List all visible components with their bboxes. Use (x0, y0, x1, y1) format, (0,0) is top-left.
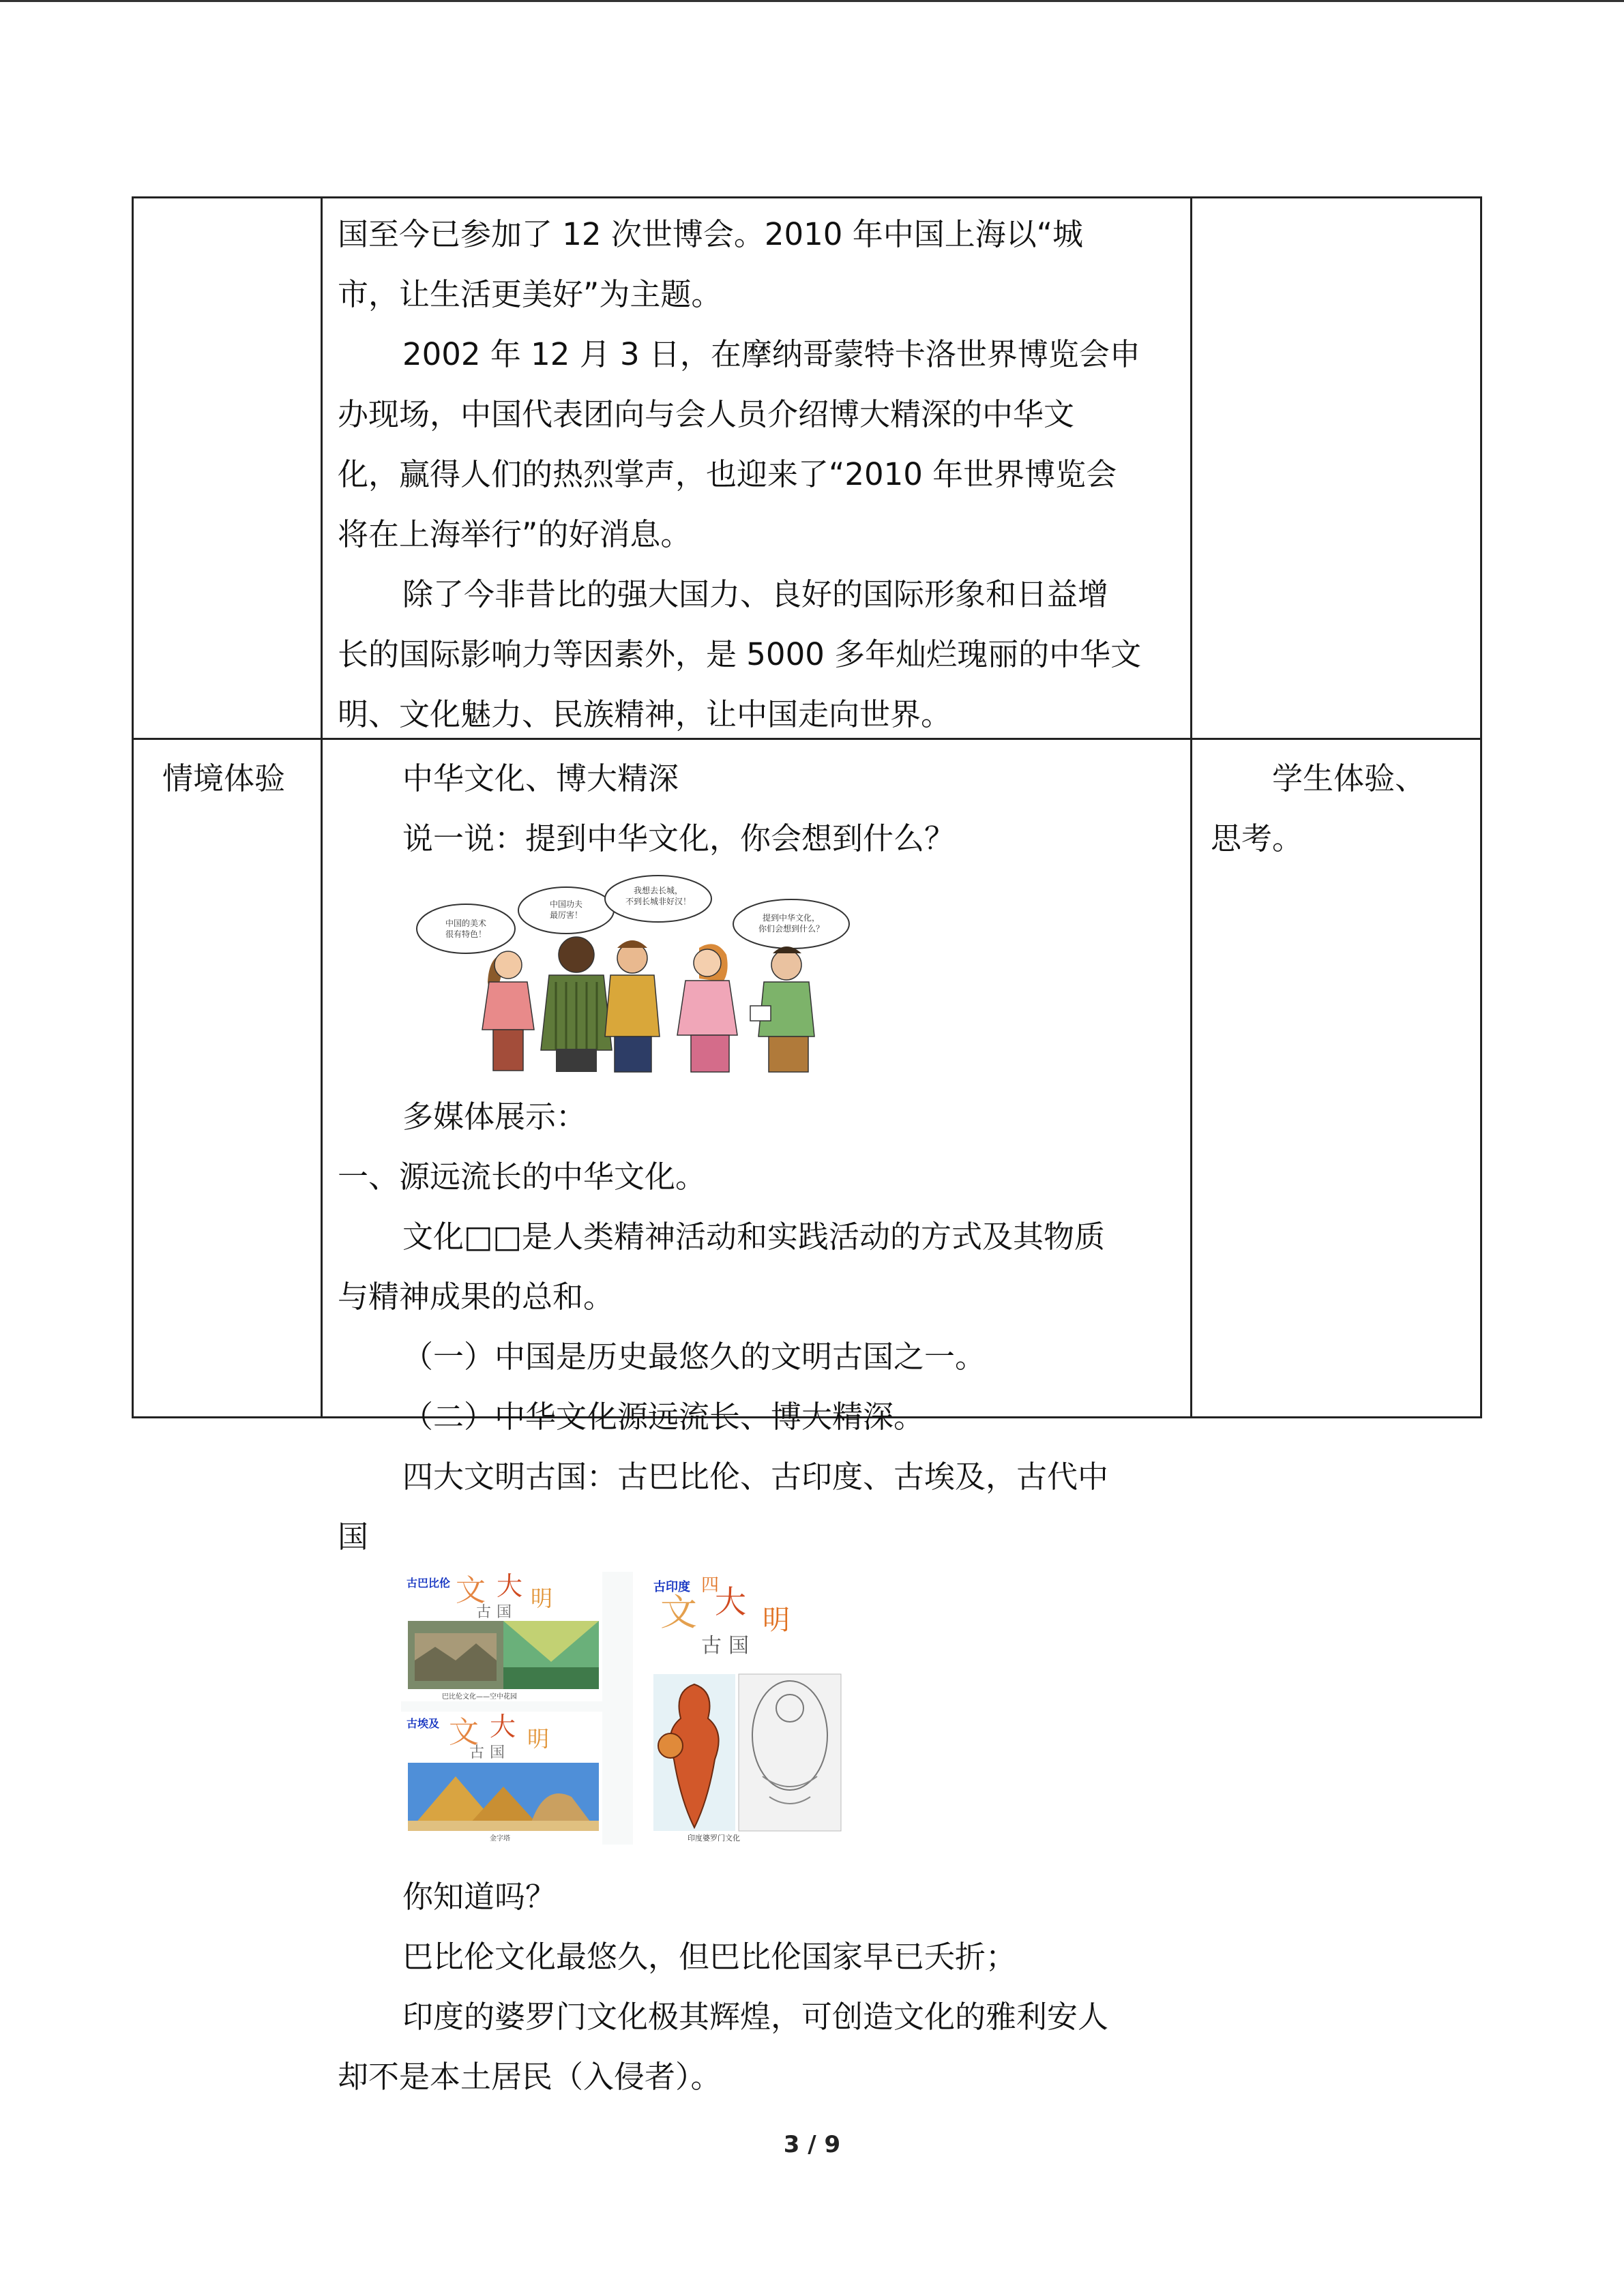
section-label: 情境体验 (162, 760, 286, 796)
egypt-title: 古埃及 (407, 1717, 440, 1730)
person-boy-yellow (605, 940, 660, 1072)
banner-char-da-2: 大 (715, 1583, 746, 1620)
top-text-line-1: 国至今已参加了 12 次世博会。2010 年中国上海以“城 (338, 216, 1084, 252)
student-activity-line-2: 思考。 (1211, 820, 1303, 856)
top-text-line-9: 明、文化魅力、民族精神，让中国走向世界。 (338, 696, 952, 732)
person-girl-pink (482, 951, 534, 1071)
top-text-line-3: 2002 年 12 月 3 日，在摩纳哥蒙特卡洛世界博览会申 (402, 336, 1140, 372)
banner-char-wen-2: 文 (660, 1591, 697, 1634)
egypt-caption: 金字塔 (490, 1835, 510, 1843)
india-caption: 印度婆罗门文化 (688, 1834, 740, 1843)
people-discussion-illustration (413, 873, 863, 1074)
svg-text:最厉害！: 最厉害！ (549, 910, 583, 920)
svg-text:中国的美术: 中国的美术 (445, 919, 487, 928)
culture-definition-line-2: 与精神成果的总和。 (338, 1279, 615, 1315)
speech-bubble-3 (605, 876, 711, 922)
content-heading: 中华文化、博大精深 (402, 760, 679, 796)
babylon-title: 古巴比伦 (407, 1577, 451, 1590)
multimedia-label: 多媒体展示： (402, 1099, 587, 1135)
india-fact-line-2: 却不是本土居民（入侵者）。 (338, 2059, 722, 2095)
top-text-line-8: 长的国际影响力等因素外，是 5000 多年灿烂瑰丽的中华文 (338, 636, 1142, 672)
babylon-caption: 巴比伦文化——空中花园 (442, 1693, 517, 1701)
person-woman-ponytail (677, 944, 737, 1072)
svg-text:不到长城非好汉！: 不到长城非好汉！ (625, 897, 692, 906)
top-text-line-5: 化，赢得人们的热烈掌声，也迎来了“2010 年世界博览会 (338, 456, 1117, 492)
banner-char-ming-3: 明 (527, 1726, 550, 1752)
svg-text:提到中华文化，: 提到中华文化， (762, 913, 821, 923)
speech-bubble-1 (417, 904, 515, 953)
table-column-divider-1 (321, 196, 323, 1418)
banner-char-guo-3: 国 (490, 1744, 505, 1761)
subheading-origins: 一、源远流长的中华文化。 (338, 1159, 707, 1195)
svg-text:中国功夫: 中国功夫 (549, 899, 583, 909)
speech-bubble-2 (518, 887, 614, 934)
top-text-line-6: 将在上海举行”的好消息。 (338, 516, 692, 552)
babylon-fact: 巴比伦文化最悠久，但巴比伦国家早已夭折； (402, 1939, 1017, 1975)
banner-char-da-1: 大 (497, 1572, 523, 1601)
four-civilizations-collage (401, 1572, 851, 1845)
banner-char-wen-1: 文 (456, 1573, 486, 1608)
student-activity-line-1: 学生体验、 (1272, 760, 1426, 796)
person-man-green (541, 937, 612, 1072)
babylon-panel (401, 1572, 602, 1701)
egypt-panel (401, 1712, 602, 1845)
banner-char-da-3: 大 (490, 1712, 516, 1742)
india-fact-line-1: 印度的婆罗门文化极其辉煌，可创造文化的雅利安人 (402, 1999, 1109, 2035)
four-civilizations-line-1: 四大文明古国：古巴比伦、古印度、古埃及，古代中 (402, 1459, 1109, 1495)
banner-char-gu-1: 古 (476, 1604, 492, 1621)
svg-text:我想去长城，: 我想去长城， (633, 886, 683, 895)
top-text-line-2: 市，让生活更美好”为主题。 (338, 276, 722, 312)
point-one: （一）中国是历史最悠久的文明古国之一。 (402, 1339, 986, 1375)
page-number: 3 / 9 (783, 2131, 841, 2158)
culture-definition-line-1: 文化□□是人类精神活动和实践活动的方式及其物质 (402, 1219, 1106, 1255)
banner-char-wen-3: 文 (449, 1715, 479, 1750)
table-column-divider-2 (1190, 196, 1192, 1418)
banner-char-gu-3: 古 (469, 1744, 485, 1761)
svg-text:你们会想到什么？: 你们会想到什么？ (758, 924, 825, 934)
do-you-know: 你知道吗？ (402, 1879, 557, 1915)
india-panel (633, 1572, 851, 1845)
page-top-rule (0, 0, 1624, 2)
banner-char-si: 四 (701, 1575, 720, 1596)
top-text-line-7: 除了今非昔比的强大国力、良好的国际形象和日益增 (402, 576, 1109, 612)
top-text-line-4: 办现场，中国代表团向与会人员介绍博大精深的中华文 (338, 396, 1075, 432)
banner-char-ming-2: 明 (763, 1605, 790, 1636)
speech-bubble-4 (733, 899, 849, 949)
four-civilizations-line-2: 国 (338, 1519, 369, 1555)
banner-char-guo-1: 国 (497, 1604, 512, 1621)
banner-char-guo-2: 国 (728, 1634, 749, 1658)
banner-char-gu-2: 古 (701, 1634, 722, 1658)
svg-text:很有特色！: 很有特色！ (445, 929, 487, 939)
content-question: 说一说：提到中华文化，你会想到什么？ (402, 820, 956, 856)
person-man-book (750, 946, 814, 1072)
india-title: 古印度 (653, 1580, 690, 1594)
point-two: （二）中华文化源远流长、博大精深。 (402, 1399, 925, 1435)
banner-char-ming-1: 明 (531, 1585, 553, 1611)
